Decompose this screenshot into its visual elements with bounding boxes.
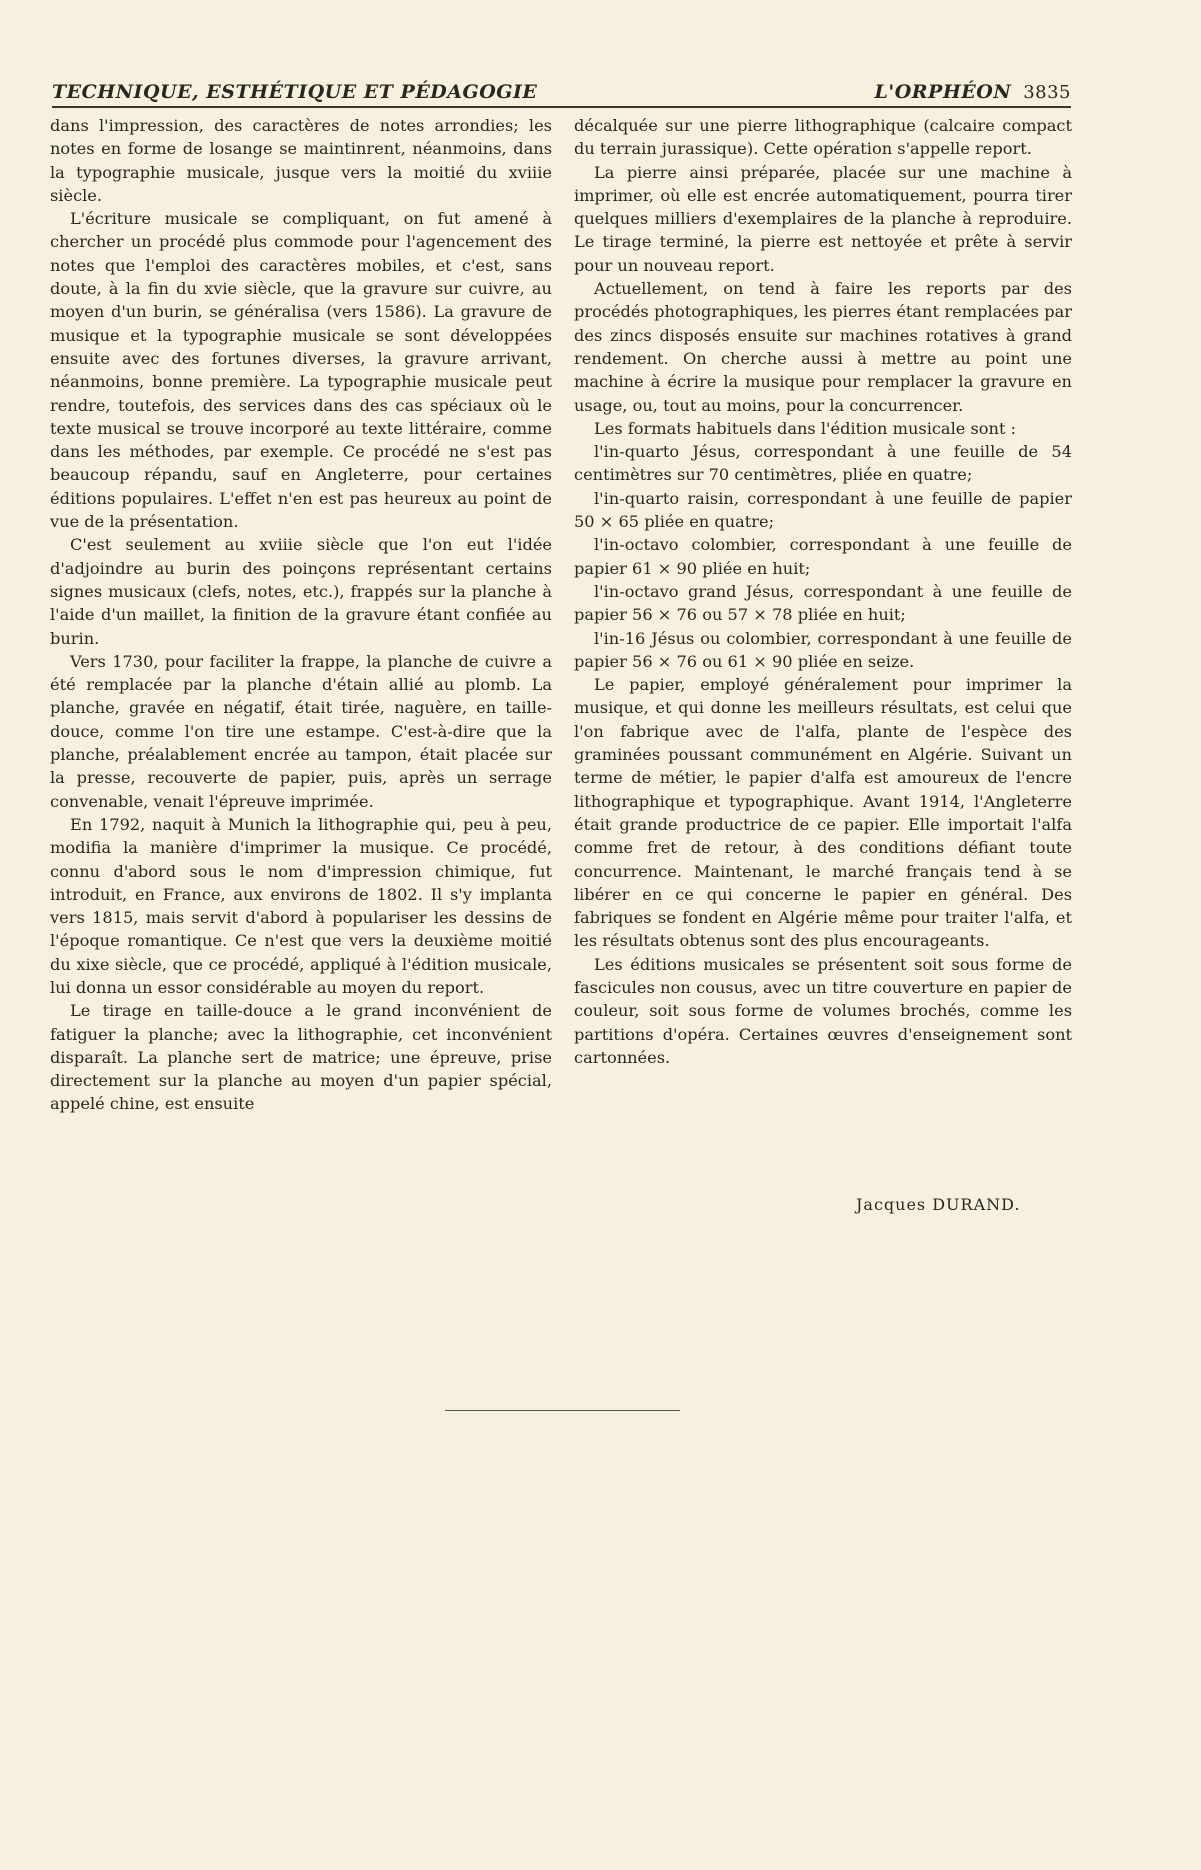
journal-block	[875, 81, 1071, 103]
right-column	[574, 114, 1072, 1069]
author-signature: Jacques DURAND.	[856, 1195, 1021, 1214]
paragraph: La pierre ainsi préparée, placée sur une machine à imprimer, où elle est encrée automatiquement, pourra tirer quelques milliers d'exemplaires de la planche à reproduire. Le tirage terminé, la pierre est nettoyée et prête à servir pour un nouveau report.	[574, 162, 1072, 275]
paragraph: L'écriture musicale se compliquant, on fut amené à chercher un procédé plus commode pour l'agencement des notes que l'emploi des caractères mobiles, et c'est, sans doute, à la fin du xvie siècle, que la gravure sur cuivre, au moyen d'un burin, se généralisa (vers 1586). La gravure de musique et la typographie musicale se sont développées ensuite avec des fortunes diverses, la gravure arrivant, néanmoins, bonne première. La typographie musicale peut rendre, toutefois, des services dans des cas spéciaux où le texte musical se trouve incorporé au texte littéraire, comme dans les méthodes, par exemple. Ce procédé ne s'est pas beaucoup répandu, sauf en Angleterre, pour certaines éditions populaires. L'effet n'en est pas heureux au point de vue de la présentation.	[50, 209, 552, 532]
format-item: l'in-quarto Jésus, correspondant à une feuille de 54 centimètres sur 70 centimètres, pliée en quatre;	[574, 442, 1072, 485]
paragraph: Actuellement, on tend à faire les reports par des procédés photographiques, les pierres étant remplacées par des zincs disposés ensuite sur machines rotatives à grand rendement. On cherche aussi à mettre au point une machine à écrire la musique pour remplacer la gravure en usage, ou, tout au moins, pour la concurrencer.	[574, 279, 1072, 415]
format-item: l'in-quarto raisin, correspondant à une feuille de papier 50 × 65 pliée en quatre;	[574, 488, 1072, 532]
page-number: 3835	[1023, 82, 1071, 103]
format-item: l'in-octavo colombier, correspondant à une feuille de papier 61 × 90 pliée en huit;	[574, 535, 1072, 578]
journal-title: L'ORPHÉON	[874, 81, 1012, 103]
paragraph: décalquée sur une pierre lithographique (calcaire compact du terrain jurassique). Cette opération s'appelle report.	[574, 116, 1072, 159]
end-rule	[445, 1410, 680, 1411]
paragraph: En 1792, naquit à Munich la lithographie qui, peu à peu, modifia la manière d'imprimer la musique. Ce procédé, connu d'abord sous le nom d'impression chimique, fut introduit, en France, aux environs de 1802. Il s'y implanta vers 1815, mais servit d'abord à populariser les dessins de l'époque romantique. Ce n'est que vers la deuxième moitié du xixe siècle, que ce procédé, appliqué à l'édition musicale, lui donna un essor considérable au moyen du report.	[50, 814, 552, 997]
left-column	[50, 114, 552, 1116]
paragraph: Les éditions musicales se présentent soit sous forme de fascicules non cousus, avec un titre couverture en papier de couleur, soit sous forme de volumes brochés, comme les partitions d'opéra. Certaines œuvres d'enseignement sont cartonnées.	[574, 954, 1072, 1067]
section-title: TECHNIQUE, ESTHÉTIQUE ET PÉDAGOGIE	[52, 81, 538, 103]
paragraph: C'est seulement au xviiie siècle que l'on eut l'idée d'adjoindre au burin des poinçons représentant certains signes musicaux (clefs, notes, etc.), frappés sur la planche à l'aide d'un maillet, la finition de la gravure étant confiée au burin.	[50, 535, 552, 648]
paragraph: Vers 1730, pour faciliter la frappe, la planche de cuivre a été remplacée par la planche d'étain allié au plomb. La planche, gravée en négatif, était tirée, naguère, en taille-douce, comme l'on tire une estampe. C'est-à-dire que la planche, préalablement encrée au tampon, était placée sur la presse, recouverte de papier, puis, après un serrage convenable, venait l'épreuve imprimée.	[50, 651, 552, 811]
format-item: l'in-16 Jésus ou colombier, correspondant à une feuille de papier 56 × 76 ou 61 × 90 pliée en seize.	[574, 628, 1072, 671]
paragraph: Le tirage en taille-douce a le grand inconvénient de fatiguer la planche; avec la lithographie, cet inconvénient disparaît. La planche sert de matrice; une épreuve, prise directement sur la planche au moyen d'un papier spécial, appelé chine, est ensuite	[50, 1001, 552, 1114]
paragraph: Le papier, employé généralement pour imprimer la musique, et qui donne les meilleurs résultats, est celui que l'on fabrique avec de l'alfa, plante de l'espèce des graminées poussant communément en Algérie. Suivant un terme de métier, le papier d'alfa est amoureux de l'encre lithographique et typographique. Avant 1914, l'Angleterre était grande productrice de ce papier. Elle importait l'alfa comme fret de retour, à des conditions défiant toute concurrence. Maintenant, le marché français tend à se libérer en ce qui concerne le papier en général. Des fabriques se fondent en Algérie même pour traiter l'alfa, et les résultats obtenus sont des plus encourageants.	[574, 675, 1072, 951]
running-header	[52, 80, 1071, 108]
paragraph: Les formats habituels dans l'édition musicale sont :	[594, 418, 1017, 438]
paragraph: dans l'impression, des caractères de notes arrondies; les notes en forme de losange se maintinrent, néanmoins, dans la typographie musicale, jusque vers la moitié du xviiie siècle.	[50, 116, 552, 205]
format-item: l'in-octavo grand Jésus, correspondant à une feuille de papier 56 × 76 ou 57 × 78 pliée en huit;	[574, 581, 1072, 625]
